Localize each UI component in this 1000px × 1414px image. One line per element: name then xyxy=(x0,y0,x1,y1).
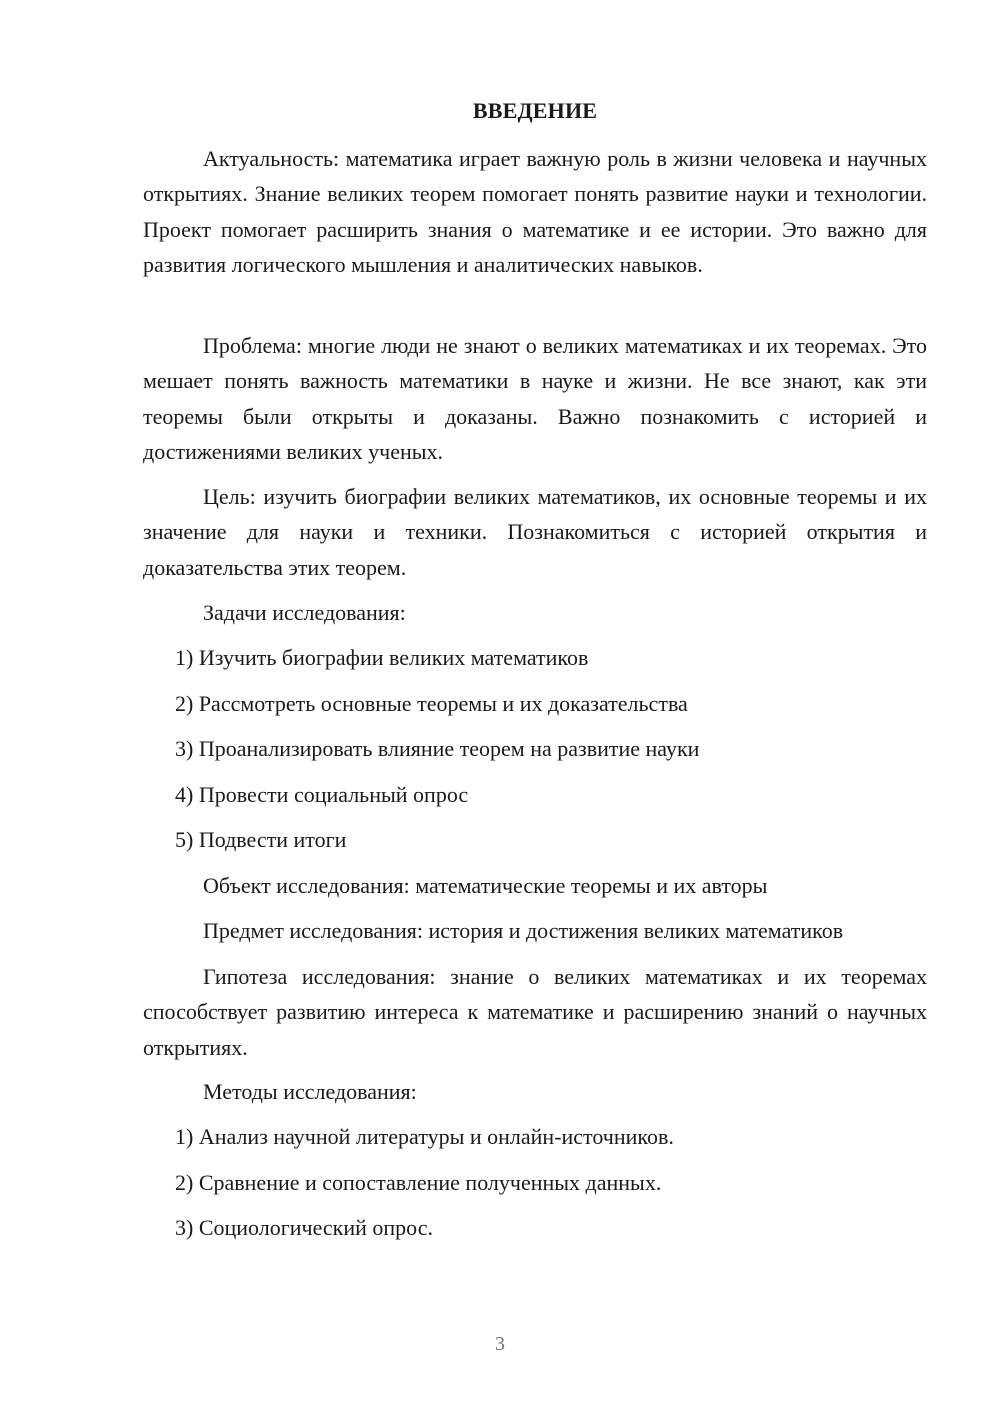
page-number: 3 xyxy=(495,1333,505,1355)
section-heading: ВВЕДЕНИЕ xyxy=(472,98,598,123)
method-item: 1) Анализ научной литературы и онлайн-источников. xyxy=(175,1124,674,1149)
research-object: Объект исследования: математические теоремы и их авторы xyxy=(203,873,768,898)
research-subject: Предмет исследования: история и достижения великих математиков xyxy=(203,918,844,943)
problem-paragraph: Проблема: многие люди не знают о великих математиках и их теоремах. Это мешает понять важность математики в науке и жизни. Не все знают, как эти теоремы были открыты и доказаны. Важно познакомить с историей и достижениями великих ученых. xyxy=(143,333,927,464)
hypothesis-paragraph: Гипотеза исследования: знание о великих математиках и их теоремах способствует развитию интереса к математике и расширению знаний о научных открытиях. xyxy=(143,964,927,1060)
task-item: 4) Провести социальный опрос xyxy=(175,782,469,807)
methods-title: Методы исследования: xyxy=(203,1079,417,1104)
method-item: 3) Социологический опрос. xyxy=(175,1215,433,1240)
task-item: 3) Проанализировать влияние теорем на развитие науки xyxy=(175,736,700,761)
relevance-paragraph: Актуальность: математика играет важную роль в жизни человека и научных открытиях. Знание великих теорем помогает понять развитие науки и технологии. Проект помогает расширить знания о математике и ее истории. Это важно для развития логического мышления и аналитических навыков. xyxy=(143,146,927,277)
method-item: 2) Сравнение и сопоставление полученных данных. xyxy=(175,1170,662,1195)
task-item: 5) Подвести итоги xyxy=(175,827,347,852)
goal-paragraph: Цель: изучить биографии великих математиков, их основные теоремы и их значение для науки и техники. Познакомиться с историей открытия и доказательства этих теорем. xyxy=(143,484,927,580)
task-item: 2) Рассмотреть основные теоремы и их доказательства xyxy=(175,691,688,716)
tasks-title: Задачи исследования: xyxy=(203,600,406,625)
task-item: 1) Изучить биографии великих математиков xyxy=(175,645,589,670)
